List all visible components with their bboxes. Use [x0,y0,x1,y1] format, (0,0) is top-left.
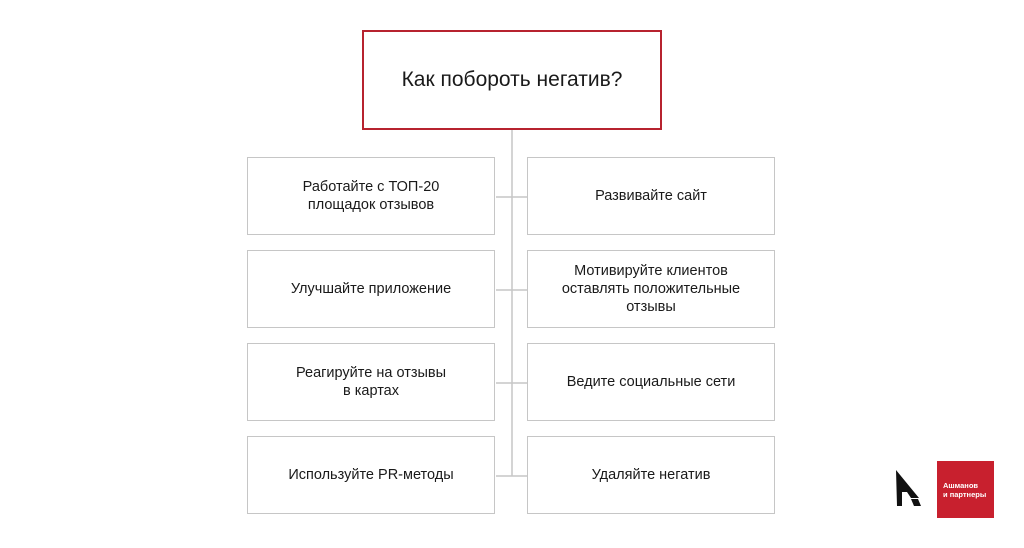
item-remove-negative: Удаляйте негатив [527,436,775,514]
logo-badge: Ашманов и партнеры [937,461,994,518]
item-respond-map-reviews: Реагируйте на отзывы в картах [247,343,495,421]
item-social-networks: Ведите социальные сети [527,343,775,421]
item-motivate-clients: Мотивируйте клиентов оставлять положительные отзывы [527,250,775,328]
item-pr-methods: Используйте PR-методы [247,436,495,514]
item-top20-review-platforms: Работайте с ТОП-20 площадок отзывов [247,157,495,235]
item-improve-app: Улучшайте приложение [247,250,495,328]
logo-a-icon [893,468,923,508]
diagram-title: Как побороть негатив? [362,30,662,130]
item-develop-site: Развивайте сайт [527,157,775,235]
